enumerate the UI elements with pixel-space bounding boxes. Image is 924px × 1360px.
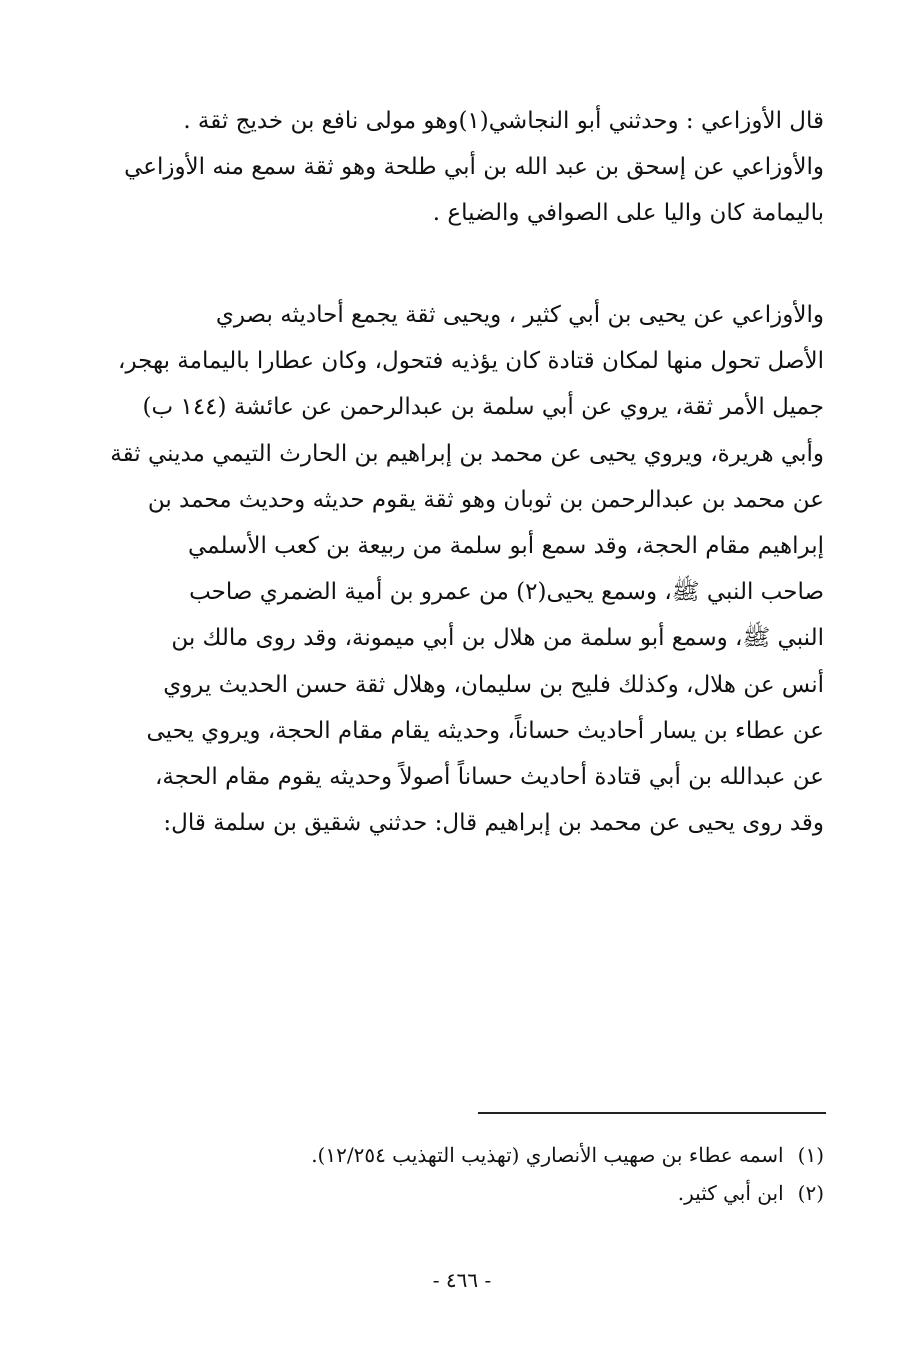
paragraph-2-line: جميل الأمر ثقة، يروي عن أبي سلمة بن عبدالرحمن عن عائشة (١٤٤ ب): [142, 394, 824, 421]
footnote-number: (٢): [797, 1181, 824, 1205]
paragraph-2-line: أنس عن هلال، وكذلك فليح بن سليمان، وهلال ثقة حسن الحديث يروي: [163, 671, 824, 698]
paragraph-2-line: وأبي هريرة، ويروي يحيى عن محمد بن إبراهيم بن الحارث التيمي مديني ثقة: [110, 440, 824, 467]
paragraph-1-line: قال الأوزاعي : وحدثني أبو النجاشي(١)وهو مولى نافع بن خديج ثقة .: [183, 108, 824, 134]
footnote-text: ابن أبي كثير.: [677, 1181, 784, 1205]
footnote-number: (١): [797, 1143, 824, 1167]
footnote-2: [124, 1174, 824, 1212]
paragraph-1-line: والأوزاعي عن إسحق بن عبد الله بن أبي طلحة وهو ثقة سمع منه الأوزاعي: [124, 154, 824, 180]
paragraph-2-line: إبراهيم مقام الحجة، وقد سمع أبو سلمة من ربيعة بن كعب الأسلمي: [188, 532, 824, 559]
paragraph-1-line: باليمامة كان واليا على الصوافي والضياع .: [432, 200, 824, 226]
paragraph-2-line: صاحب النبي ﷺ، وسمع يحيى(٢) من عمرو بن أمية الضمري صاحب: [189, 579, 824, 606]
footnote-1: [124, 1136, 824, 1174]
footnotes: [124, 1136, 824, 1212]
paragraph-2: [104, 292, 824, 846]
paragraph-2-line: عن عطاء بن يسار أحاديث حساناً، وحديثه يقام مقام الحجة، ويروي يحيى: [146, 717, 824, 744]
footnote-separator: [478, 1112, 826, 1114]
paragraph-2-line: عن محمد بن عبدالرحمن بن ثوبان وهو ثقة يقوم حديثه وحديث محمد بن: [147, 486, 824, 513]
paragraph-2-line: النبي ﷺ، وسمع أبو سلمة من هلال بن أبي ميمونة، وقد روى مالك بن: [171, 625, 824, 652]
paragraph-2-line: وقد روى يحيى عن محمد بن إبراهيم قال: حدثني شقيق بن سلمة قال:: [163, 810, 824, 837]
paragraph-2-line: الأصل تحول منها لمكان قتادة كان يؤذيه فتحول، وكان عطارا باليمامة بهجر،: [118, 348, 824, 375]
footnote-text: اسمه عطاء بن صهيب الأنصاري (تهذيب التهذيب ١٢/٢٥٤).: [311, 1143, 784, 1167]
paragraph-1: [124, 98, 824, 236]
page-number: - ٤٦٦ -: [432, 1268, 492, 1292]
paragraph-2-line: عن عبدالله بن أبي قتادة أحاديث حساناً أصولاً وحديثه يقوم مقام الحجة،: [154, 763, 824, 790]
paragraph-2-line: والأوزاعي عن يحيى بن أبي كثير ، ويحيى ثقة يجمع أحاديثه بصري: [215, 302, 824, 328]
